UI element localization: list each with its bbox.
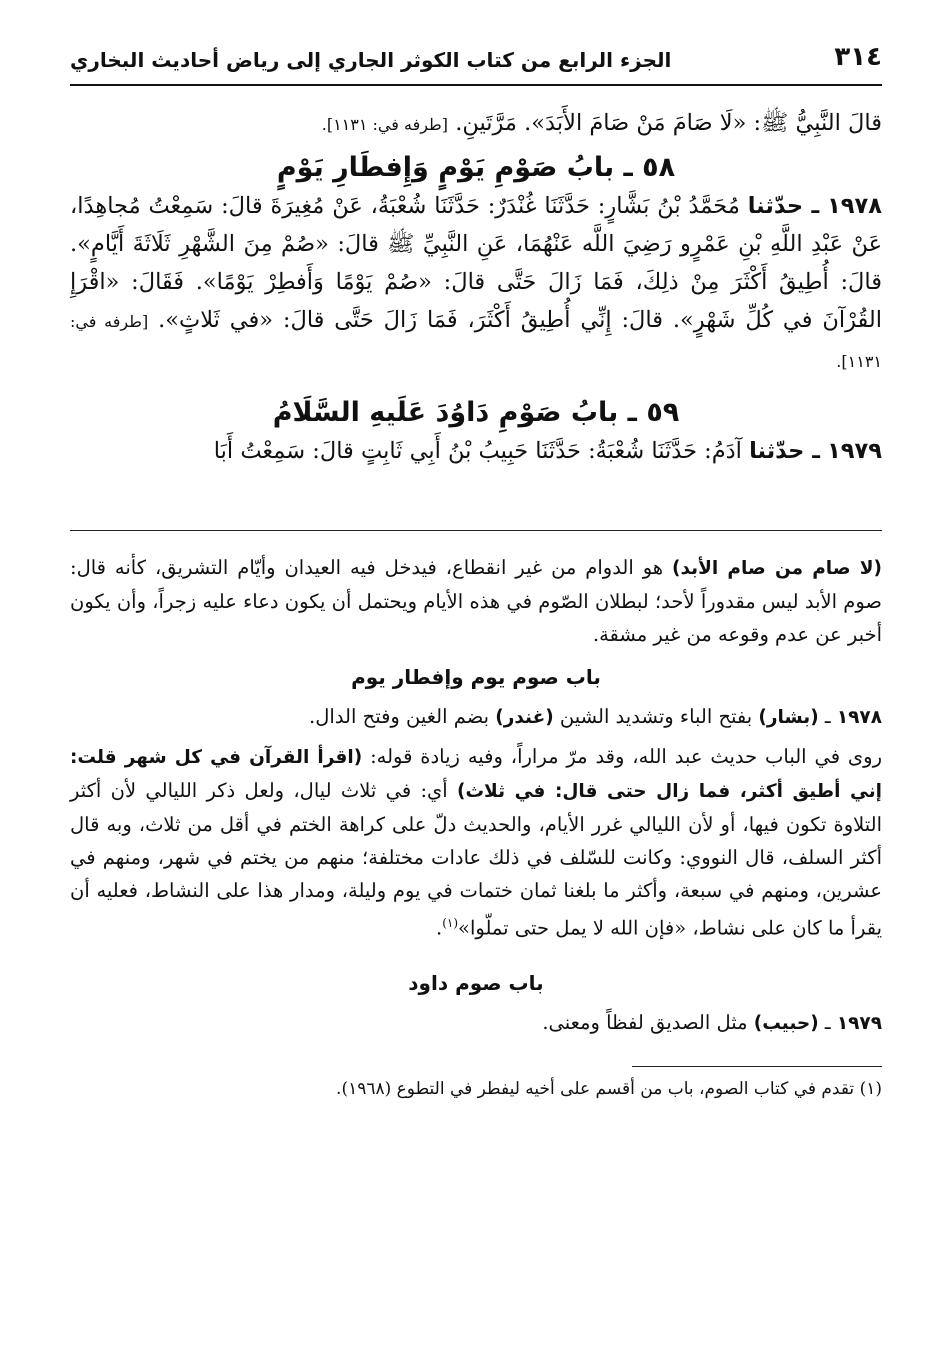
hadith-1979-number: ١٩٧٩: [827, 438, 882, 464]
commentary-paragraph-2: [70, 700, 882, 734]
opening-hadith-end: [70, 104, 882, 144]
commentary-p3-end: .: [436, 916, 443, 940]
commentary-p2-dash: ـ: [824, 705, 831, 728]
commentary-p1-bold: (لا صام من صام الأبد): [672, 558, 882, 579]
commentary-p4-text-2: مثل الصديق لفظاً ومعنى.: [542, 1010, 748, 1034]
commentary-paragraph-4: [70, 1006, 882, 1040]
footnote-text: تقدم في كتاب الصوم، باب من أقسم على أخيه ليفطر في التطوع (١٩٦٨).: [336, 1078, 855, 1099]
book-page: [70, 38, 882, 1103]
commentary-p2-text-2: بفتح الباء وتشديد الشين: [559, 705, 753, 728]
footnote-reference[interactable]: (١): [442, 916, 459, 930]
commentary-p1-text: هو الدوام من غير انقطاع، فيدخل فيه العيدان وأيّام التشريق، كأنه قال: صوم الأبد ليس مقدوراً لأحد؛ لبطلان الصّوم في هذه الأيام ويحتمل أن يكون دعاء عليه زجراً، وأن يكون أخبر عن عدم وقوعه من غير مشقة.: [70, 556, 882, 646]
hadith-1979-haddathana: ـ حدّثنا: [749, 438, 820, 464]
commentary-section: [70, 551, 882, 1040]
opening-text: قالَ النَّبِيُّ ﷺ: «لَا صَامَ مَنْ صَامَ الأَبَدَ». مَرَّتَينِ.: [455, 110, 882, 136]
bab-58-title: ٥٨ ـ بابُ صَوْمِ يَوْمٍ وَإِفطَارِ يَوْمٍ: [276, 152, 676, 183]
hadith-1978-haddathana: ـ حدّثنا: [747, 193, 820, 219]
hadith-1978-ref: [طرفه في: ١١٣١].: [70, 312, 882, 371]
commentary-p3-text-1: روى في الباب حديث عبد الله، وقد مرّ مراراً، وفيه زيادة قوله:: [370, 745, 882, 768]
running-title: الجزء الرابع من كتاب الكوثر الجاري إلى رياض أحاديث البخاري: [70, 48, 672, 72]
bab-59-title: ٥٩ ـ بابُ صَوْمِ دَاوُدَ عَلَيهِ السَّلَامُ: [272, 397, 680, 428]
commentary-paragraph-1: [70, 551, 882, 651]
hadith-1979: [70, 432, 882, 470]
hadith-1978-number: ١٩٧٨: [827, 193, 883, 219]
commentary-p2-bold-2: (غندر): [495, 707, 554, 728]
commentary-p2-text-3: بضم الغين وفتح الدال.: [309, 705, 490, 728]
commentary-heading-1: باب صوم يوم وإفطار يوم: [351, 665, 601, 689]
page-header: [70, 38, 882, 86]
commentary-p4-dash: ـ: [824, 1010, 831, 1034]
commentary-p4-bold-1: (حبيب): [753, 1012, 819, 1034]
commentary-p4-number: ١٩٧٩: [836, 1012, 882, 1034]
footnote-divider: [632, 1066, 882, 1067]
commentary-p2-bold-1: (بشار): [758, 707, 819, 728]
footnote: [70, 1075, 882, 1103]
hadith-1979-text: آدَمُ: حَدَّثَنَا شُعْبَةُ: حَدَّثَنَا حَبِيبُ بْنُ أَبِي ثَابِتٍ قالَ: سَمِعْتُ أَبَا: [213, 438, 742, 464]
commentary-paragraph-3: [70, 740, 882, 945]
hadith-1978: [70, 187, 882, 381]
commentary-p2-number: ١٩٧٨: [836, 707, 882, 728]
footnote-mark: (١): [859, 1078, 882, 1099]
commentary-heading-2: باب صوم داود: [408, 970, 544, 995]
page-number: ٣١٤: [834, 42, 882, 72]
hadith-1978-text: مُحَمَّدُ بْنُ بَشَّارٍ: حَدَّثَنَا غُنْدَرٌ: حَدَّثَنَا شُعْبَةُ، عَنْ مُغِيرَةَ قالَ: سَمِعْتُ مُجاهِدًا، عَنْ عَبْدِ اللَّهِ بْنِ عَمْرٍو رَضِيَ اللَّه عَنْهُمَا، عَنِ النَّبِيِّ ﷺ قالَ: «صُمْ مِنَ الشَّهْرِ ثَلَاثَةَ أَيَّامٍ». قالَ: أُطِيقُ أَكْثَرَ مِنْ ذلِكَ، فَمَا زَالَ حَتَّى قالَ: «صُمْ يَوْمًا وَأَفطِرْ يَوْمًا». فَقَالَ: «اقْرَإِ القُرْآنَ في كُلِّ شَهْرٍ». قالَ: إِنِّي أُطِيقُ أَكْثَرَ، فَمَا زَالَ حَتَّى قالَ: «في ثَلاثٍ».: [70, 193, 882, 333]
opening-ref: [طرفه في: ١١٣١].: [321, 115, 449, 134]
commentary-p3-bold-1: (اقرأ القرآن في كل شهر قلت: إني أطيق أكثر، فما زال حتى قال: في ثلاث): [70, 747, 882, 802]
commentary-p3-text-2: أي: في ثلاث ليال، ولعل ذكر الليالي لأن أكثر التلاوة تكون فيها، أو لأن الليالي غرر الأيام، والحديث دلّ على كراهة الختم في أقل من ثلاث، وبه قال أكثر السلف، قال النووي: وكانت للسّلف في ذلك عادات مختلفة؛ منهم من يختم في شهر، ومنهم في عشرين، ومنهم في سبعة، وأكثر ما بلغنا ثمان ختمات في يوم وليلة، ومدار هذا على النشاط، فعليه أن يقرأ ما كان على نشاط، «فإن الله لا يمل حتى تملّوا»: [70, 779, 882, 940]
commentary-divider: [70, 530, 882, 531]
